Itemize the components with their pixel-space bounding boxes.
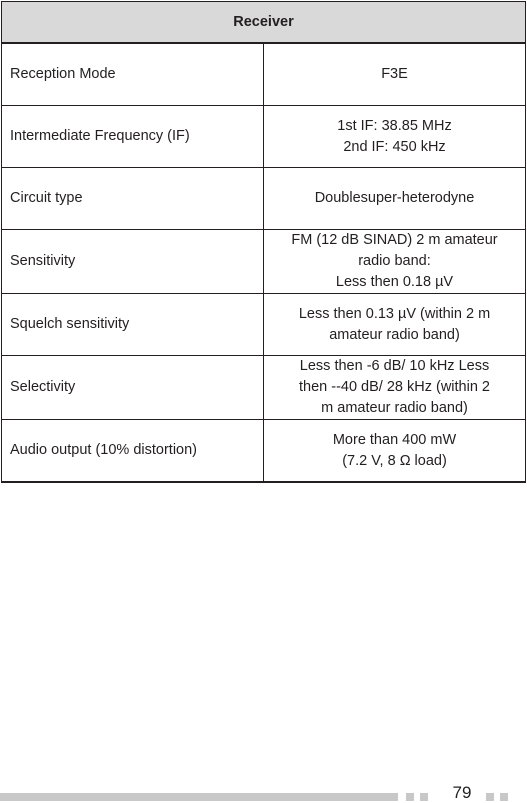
value-line: Doublesuper-heterodyne: [314, 190, 475, 206]
table-row: [2, 168, 526, 230]
value-line: amateur radio band): [329, 326, 460, 343]
footer-decorative-square: [406, 793, 414, 801]
row-value-reception-mode: [264, 43, 526, 106]
value-line: More than 400 mW: [332, 431, 457, 448]
value-line: 1st IF: 38.85 MHz: [337, 117, 452, 134]
table-row: [2, 420, 526, 483]
row-value-intermediate-frequency: [264, 106, 526, 168]
row-label-sensitivity: Sensitivity: [2, 230, 264, 294]
value-line: Less then 0.13 µV (within 2 m: [298, 305, 491, 322]
row-label-selectivity: Selectivity: [2, 356, 264, 420]
value-line: radio band:: [358, 253, 431, 269]
footer-decorative-square: [486, 793, 494, 801]
value-line: (7.2 V, 8 Ω load): [342, 452, 447, 469]
row-label-audio-output: Audio output (10% distortion): [2, 420, 264, 483]
row-label-squelch-sensitivity: Squelch sensitivity: [2, 294, 264, 356]
row-value-squelch-sensitivity: [264, 294, 526, 356]
table-header-row: [2, 2, 526, 44]
row-value-audio-output: [264, 420, 526, 483]
row-label-circuit-type: Circuit type: [2, 168, 264, 230]
footer-decorative-bar: [0, 793, 398, 801]
value-line: m amateur radio band): [321, 400, 468, 416]
page-number: 79: [452, 783, 472, 802]
value-line: F3E: [381, 66, 408, 82]
row-label-reception-mode: Reception Mode: [2, 43, 264, 106]
row-label-intermediate-frequency: Intermediate Frequency (IF): [2, 106, 264, 168]
table-row: [2, 356, 526, 420]
footer-decorative-square: [420, 793, 428, 801]
value-line: FM (12 dB SINAD) 2 m amateur: [291, 232, 498, 248]
value-line: then --40 dB/ 28 kHz (within 2: [298, 379, 490, 395]
footer-decorative-square: [500, 793, 508, 801]
value-line: Less then 0.18 µV: [335, 274, 454, 290]
table-header-receiver: Receiver: [2, 2, 526, 44]
table-row: [2, 230, 526, 294]
row-value-selectivity: [264, 356, 526, 420]
table-row: [2, 106, 526, 168]
row-value-sensitivity: [264, 230, 526, 294]
table-row: [2, 43, 526, 106]
table-row: [2, 294, 526, 356]
row-value-circuit-type: [264, 168, 526, 230]
value-line: 2nd IF: 450 kHz: [343, 138, 446, 155]
value-line: Less then -6 dB/ 10 kHz Less: [299, 358, 490, 374]
receiver-spec-table: [1, 1, 526, 483]
